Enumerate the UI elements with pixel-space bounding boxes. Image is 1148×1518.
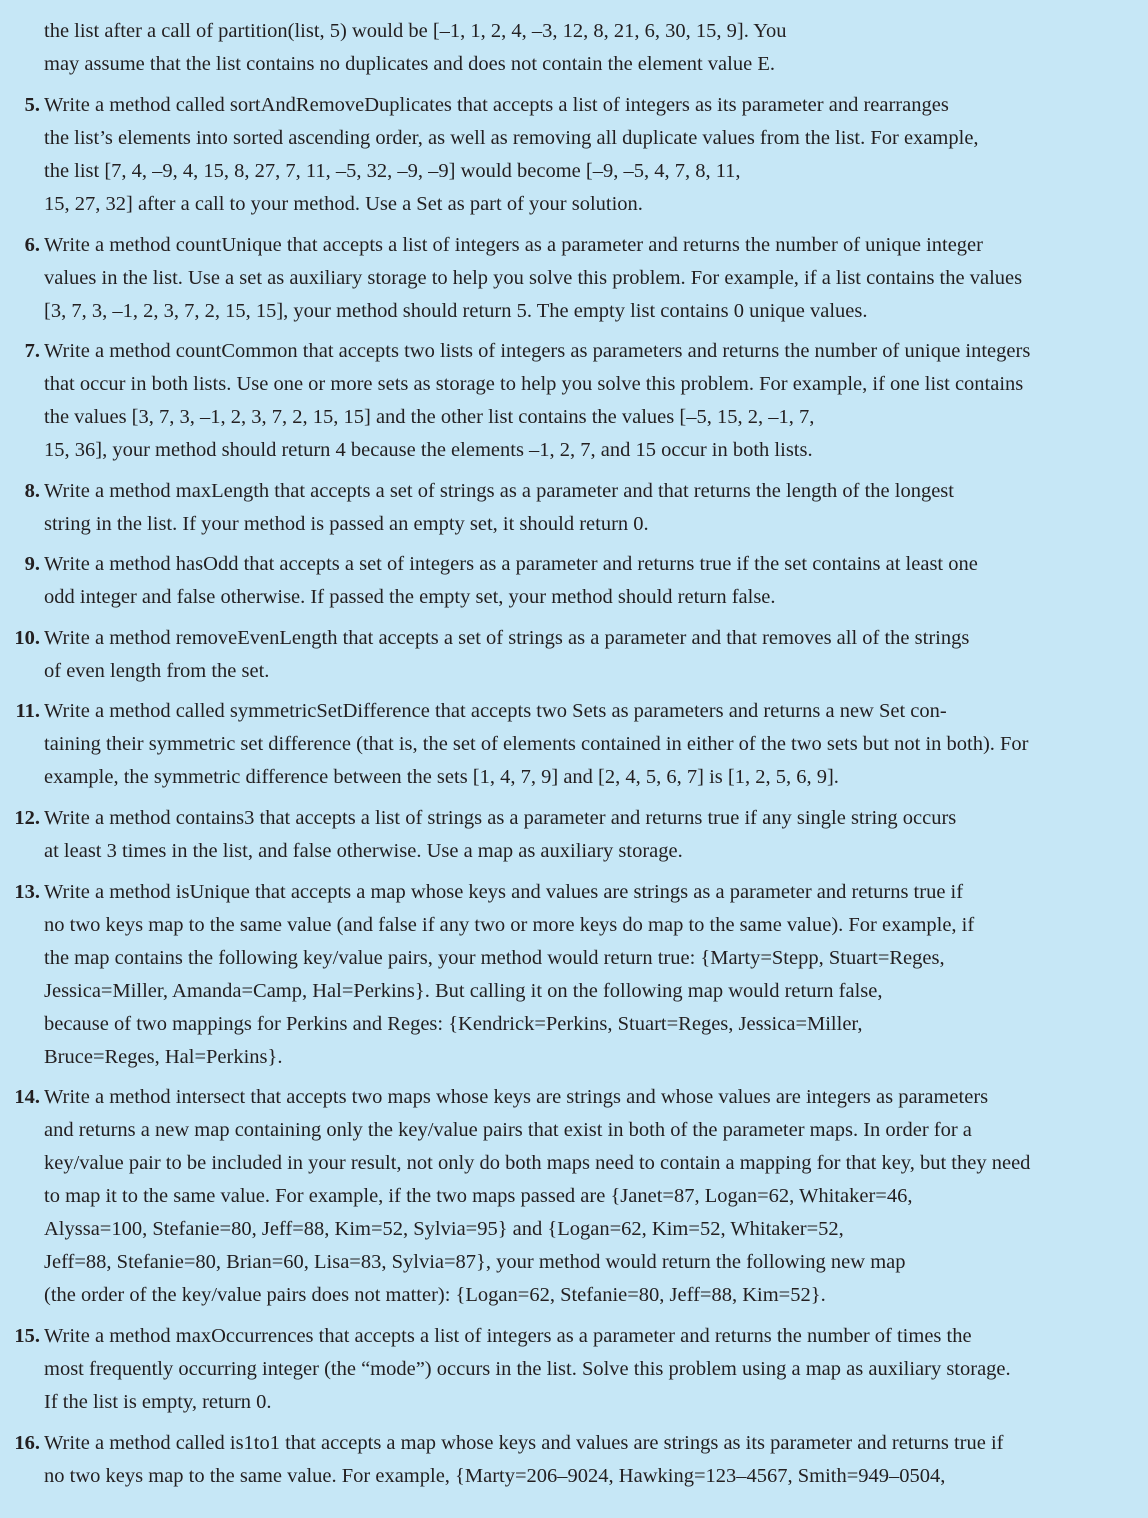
- text-line: and returns a new map containing only the key/value pairs that exist in both of the parameter maps. In order for a: [44, 1119, 972, 1141]
- text-line: taining their symmetric set difference (that is, the set of elements contained in either of the two sets but not in both). For: [44, 733, 1029, 755]
- text-line: values in the list. Use a set as auxiliary storage to help you solve this problem. For example, if a list contains the values: [44, 267, 1023, 289]
- exercise-number: 10.: [14, 627, 40, 649]
- text-line: of even length from the set.: [44, 660, 270, 682]
- text-line: Write a method maxOccurrences that accepts a list of integers as a parameter and returns the number of times the: [44, 1325, 972, 1347]
- text-line: Jeff=88, Stefanie=80, Brian=60, Lisa=83, Sylvia=87}, your method would return the following new map: [44, 1251, 906, 1273]
- exercise-number: 7.: [24, 340, 40, 362]
- text-line: If the list is empty, return 0.: [44, 1391, 272, 1413]
- exercise-number: 6.: [24, 234, 40, 256]
- text-line: Alyssa=100, Stefanie=80, Jeff=88, Kim=52, Sylvia=95} and {Logan=62, Kim=52, Whitaker=52,: [44, 1218, 844, 1240]
- text-line: (the order of the key/value pairs does not matter): {Logan=62, Stefanie=80, Jeff=88, Kim=52}.: [44, 1284, 826, 1306]
- text-line: may assume that the list contains no duplicates and does not contain the element value E.: [44, 53, 775, 75]
- exercise-number: 15.: [14, 1325, 40, 1347]
- exercise-number: 12.: [14, 807, 40, 829]
- text-line: example, the symmetric difference between the sets [1, 4, 7, 9] and [2, 4, 5, 6, 7] is [1, 2, 5, 6, 9].: [44, 766, 839, 788]
- exercise-number: 5.: [24, 94, 40, 116]
- text-line: Write a method countUnique that accepts a list of integers as a parameter and returns the number of unique integer: [44, 234, 983, 256]
- text-line: the list after a call of partition(list, 5) would be [–1, 1, 2, 4, –3, 12, 8, 21, 6, 30, 15, 9]. You: [44, 20, 787, 42]
- text-line: string in the list. If your method is passed an empty set, it should return 0.: [44, 513, 649, 535]
- text-line: Write a method isUnique that accepts a map whose keys and values are strings as a parameter and returns true if: [44, 881, 964, 903]
- exercise-number: 8.: [24, 480, 40, 502]
- text-line: key/value pair to be included in your result, not only do both maps need to contain a mapping for that key, but they need: [44, 1152, 1031, 1174]
- text-line: no two keys map to the same value (and false if any two or more keys do map to the same value). For example, if: [44, 914, 975, 936]
- exercise-number: 13.: [14, 881, 40, 903]
- text-line: Write a method called symmetricSetDifference that accepts two Sets as parameters and returns a new Set con-: [44, 700, 947, 722]
- text-line: Jessica=Miller, Amanda=Camp, Hal=Perkins}. But calling it on the following map would return false,: [44, 980, 883, 1002]
- exercise-number: 14.: [14, 1086, 40, 1108]
- text-line: most frequently occurring integer (the “mode”) occurs in the list. Solve this problem using a map as auxiliary storage.: [44, 1358, 1011, 1380]
- text-line: the list [7, 4, –9, 4, 15, 8, 27, 7, 11, –5, 32, –9, –9] would become [–9, –5, 4, 7, 8, 11,: [44, 160, 741, 182]
- text-line: Write a method removeEvenLength that accepts a set of strings as a parameter and that removes all of the strings: [44, 627, 970, 649]
- text-line: the list’s elements into sorted ascending order, as well as removing all duplicate values from the list. For example,: [44, 127, 979, 149]
- text-line: [3, 7, 3, –1, 2, 3, 7, 2, 15, 15], your method should return 5. The empty list contains 0 unique values.: [44, 300, 868, 322]
- text-line: 15, 27, 32] after a call to your method. Use a Set as part of your solution.: [44, 193, 643, 215]
- text-line: the values [3, 7, 3, –1, 2, 3, 7, 2, 15, 15] and the other list contains the values [–5, 15, 2, –1, 7,: [44, 406, 815, 428]
- text-line: Bruce=Reges, Hal=Perkins}.: [44, 1046, 283, 1068]
- text-line: because of two mappings for Perkins and Reges: {Kendrick=Perkins, Stuart=Reges, Jessica=Miller,: [44, 1013, 863, 1035]
- text-line: Write a method intersect that accepts two maps whose keys are strings and whose values are integers as parameters: [44, 1086, 989, 1108]
- text-line: to map it to the same value. For example, if the two maps passed are {Janet=87, Logan=62, Whitaker=46,: [44, 1185, 913, 1207]
- text-line: Write a method countCommon that accepts two lists of integers as parameters and returns the number of unique integers: [44, 340, 1031, 362]
- exercise-number: 16.: [14, 1432, 40, 1454]
- text-line: 15, 36], your method should return 4 because the elements –1, 2, 7, and 15 occur in both lists.: [44, 439, 813, 461]
- text-line: Write a method called sortAndRemoveDuplicates that accepts a list of integers as its parameter and rearranges: [44, 94, 949, 116]
- text-line: Write a method maxLength that accepts a set of strings as a parameter and that returns the length of the longest: [44, 480, 954, 502]
- text-line: at least 3 times in the list, and false otherwise. Use a map as auxiliary storage.: [44, 840, 683, 862]
- exercise-number: 11.: [15, 700, 40, 722]
- text-line: the map contains the following key/value pairs, your method would return true: {Marty=Stepp, Stuart=Reges,: [44, 947, 945, 969]
- text-line: no two keys map to the same value. For example, {Marty=206–9024, Hawking=123–4567, Smith=949–0504,: [44, 1465, 946, 1487]
- text-line: Write a method hasOdd that accepts a set of integers as a parameter and returns true if the set contains at least one: [44, 553, 978, 575]
- text-line: Write a method called is1to1 that accepts a map whose keys and values are strings as its parameter and returns true if: [44, 1432, 1004, 1454]
- text-line: Write a method contains3 that accepts a list of strings as a parameter and returns true if any single string occurs: [44, 807, 957, 829]
- exercise-number: 9.: [24, 553, 40, 575]
- text-line: that occur in both lists. Use one or more sets as storage to help you solve this problem. For example, if one list contains: [44, 373, 1024, 395]
- text-line: odd integer and false otherwise. If passed the empty set, your method should return false.: [44, 586, 776, 608]
